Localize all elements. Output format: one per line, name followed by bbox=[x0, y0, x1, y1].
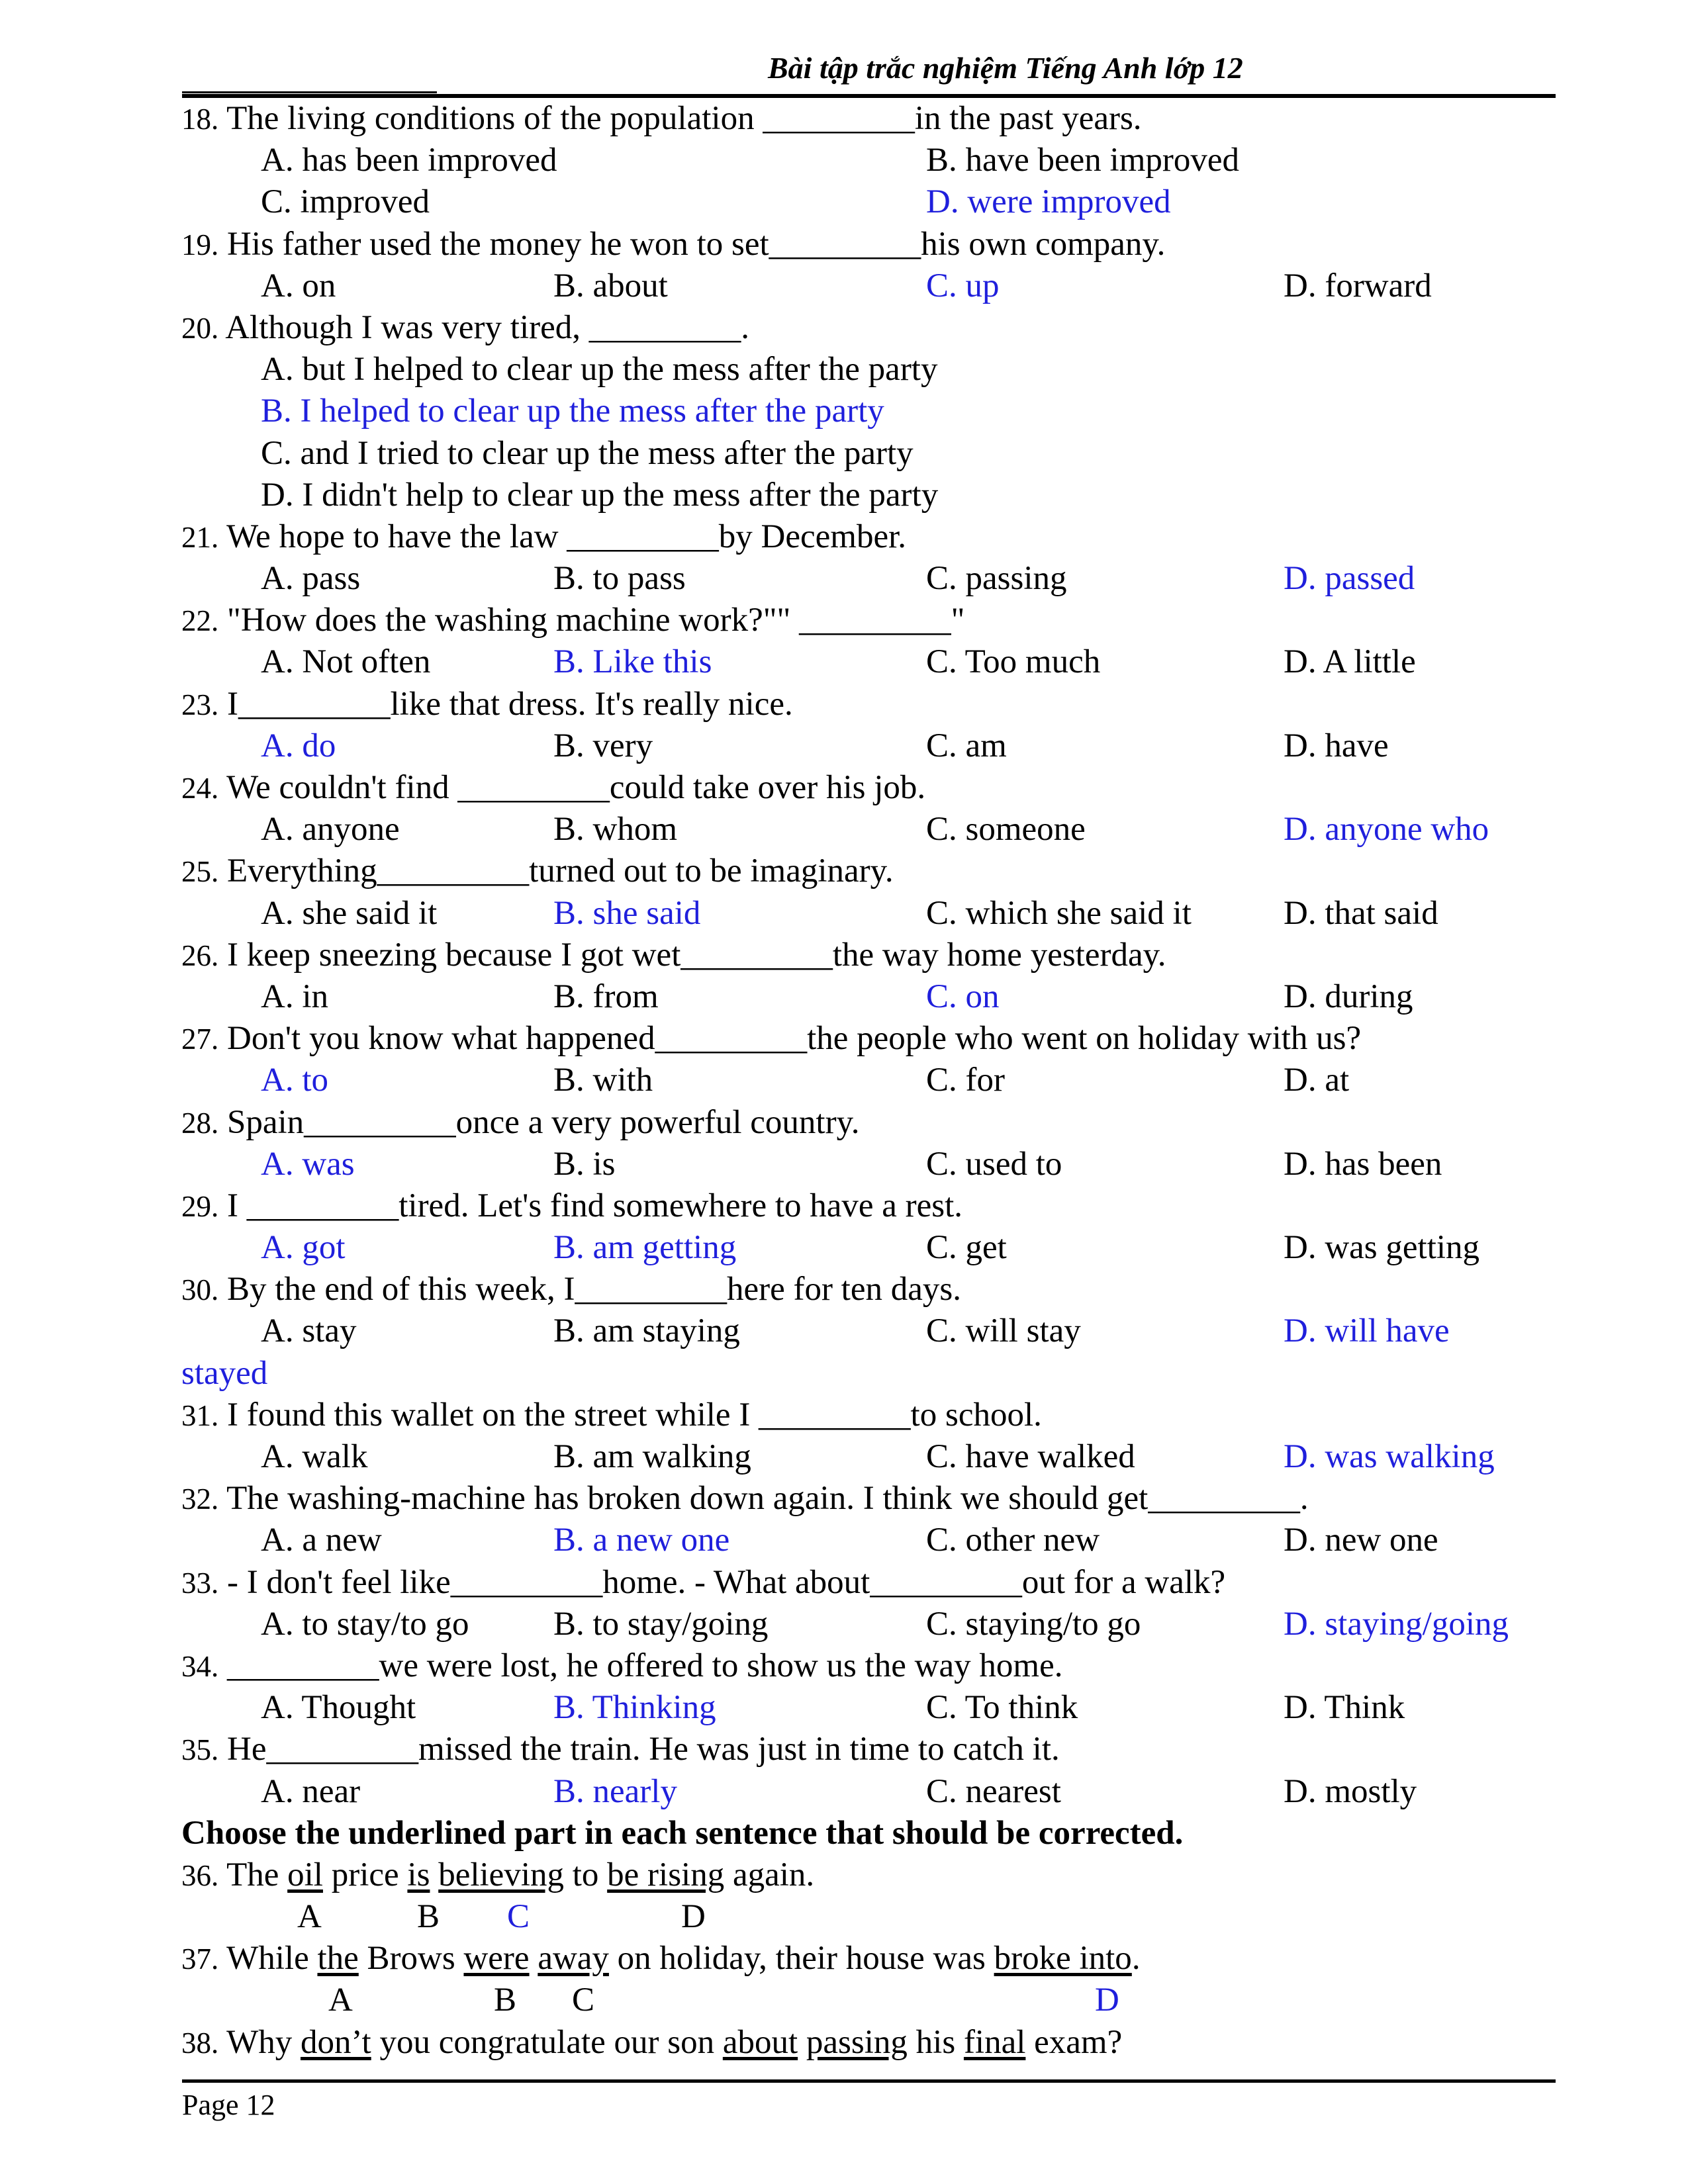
question-26: 26. I keep sneezing because I got wet_________the way home yesterday. bbox=[181, 936, 1166, 974]
option-c: C. other new bbox=[926, 1522, 1100, 1559]
option-c: C. will stay bbox=[926, 1312, 1081, 1350]
option-a: A. a new bbox=[261, 1522, 382, 1559]
option-c: C. which she said it bbox=[926, 894, 1192, 932]
option-a: A. has been improved bbox=[261, 142, 557, 179]
option-d-answer: D. staying/going bbox=[1284, 1605, 1509, 1643]
question-text: We couldn't find _________could take over his job. bbox=[226, 769, 926, 806]
question-text: The living conditions of the population _________in the past years. bbox=[226, 100, 1142, 137]
question-37: 37. While the Brows were away on holiday, their house was broke into. bbox=[181, 1940, 1141, 1978]
question-24: 24. We couldn't find _________could take over his job. bbox=[181, 769, 926, 806]
section-heading: Choose the underlined part in each sentence that should be corrected. bbox=[181, 1814, 1184, 1852]
option-a: A. stay bbox=[261, 1312, 357, 1350]
option-a-answer: A. was bbox=[261, 1145, 355, 1183]
question-text: I keep sneezing because I got wet_________the way home yesterday. bbox=[227, 936, 1166, 974]
sentence-part: Why bbox=[226, 2023, 301, 2061]
question-text: Spain_________once a very powerful country. bbox=[227, 1103, 860, 1141]
option-c: C. have walked bbox=[926, 1438, 1135, 1475]
sentence-part bbox=[798, 2024, 806, 2061]
underlined-part-d: be rising bbox=[607, 1856, 725, 1893]
question-25: 25. Everything_________turned out to be imaginary. bbox=[181, 852, 894, 890]
question-33: 33. - I don't feel like_________home. - What about_________out for a walk? bbox=[181, 1563, 1226, 1601]
option-d-answer: D. will have bbox=[1284, 1312, 1450, 1350]
letter-d-answer: D bbox=[1095, 1981, 1119, 2019]
letter-b: B bbox=[494, 1981, 517, 2019]
option-a: A. near bbox=[261, 1772, 361, 1810]
underlined-part-c: believing bbox=[438, 1856, 564, 1893]
option-b-answer: B. she said bbox=[553, 894, 701, 932]
option-b-answer: B. Thinking bbox=[553, 1689, 716, 1727]
option-a: A. Thought bbox=[261, 1689, 416, 1727]
letter-d: D bbox=[681, 1898, 706, 1936]
letters-row bbox=[181, 1896, 1571, 1938]
option-c: C. To think bbox=[926, 1689, 1078, 1727]
question-text: Don't you know what happened_________the people who went on holiday with us? bbox=[227, 1020, 1362, 1058]
letter-a: A bbox=[328, 1981, 353, 2019]
option-c: C. staying/to go bbox=[926, 1605, 1141, 1643]
option-d-answer: D. were improved bbox=[926, 183, 1171, 221]
question-36: 36. The oil price is believing to be rising again. bbox=[181, 1856, 815, 1893]
option-d: D. have bbox=[1284, 727, 1389, 764]
option-d: D. mostly bbox=[1284, 1772, 1417, 1810]
option-b: B. have been improved bbox=[926, 142, 1240, 179]
option-d: D. Think bbox=[1284, 1689, 1405, 1727]
option-b-answer: B. a new one bbox=[553, 1522, 730, 1559]
sentence-part: on holiday, their house was bbox=[608, 1940, 994, 1978]
underlined-part-c: passing bbox=[806, 2023, 908, 2061]
option-b-answer: B. I helped to clear up the mess after the party bbox=[261, 392, 884, 430]
option-a: A. she said it bbox=[261, 894, 438, 932]
options-row bbox=[181, 1687, 1571, 1729]
option-a: A. anyone bbox=[261, 811, 400, 848]
underlined-part-a: the bbox=[317, 1940, 359, 1978]
options-row bbox=[181, 893, 1571, 934]
option-c: C. passing bbox=[926, 560, 1067, 598]
option-c: C. am bbox=[926, 727, 1007, 764]
letter-b: B bbox=[417, 1898, 440, 1936]
options-row bbox=[181, 140, 1571, 181]
sentence-part: price bbox=[322, 1856, 408, 1893]
options-row bbox=[181, 265, 1571, 307]
question-text: Although I was very tired, _________. bbox=[225, 308, 749, 346]
question-34: 34. _________we were lost, he offered to show us the way home. bbox=[181, 1647, 1063, 1684]
question-text: I_________like that dress. It's really nice. bbox=[227, 685, 793, 723]
option-d: D. forward bbox=[1284, 267, 1432, 304]
option-c: C. Too much bbox=[926, 643, 1101, 681]
option-b: B. about bbox=[553, 267, 668, 304]
sentence-part: . bbox=[1131, 1940, 1141, 1978]
option-a: A. but I helped to clear up the mess after the party bbox=[261, 351, 938, 388]
sentence-part bbox=[530, 1940, 538, 1977]
sentence-part: The bbox=[226, 1856, 288, 1893]
question-text: We hope to have the law _________by December. bbox=[226, 518, 907, 555]
option-c: C. get bbox=[926, 1229, 1007, 1267]
question-23: 23. I_________like that dress. It's really nice. bbox=[181, 685, 793, 723]
option-b: B. from bbox=[553, 978, 659, 1015]
options-row bbox=[181, 1060, 1571, 1101]
option-a: A. to stay/to go bbox=[261, 1605, 469, 1643]
options-row bbox=[181, 725, 1571, 767]
option-b: B. very bbox=[553, 727, 653, 764]
option-a: A. pass bbox=[261, 560, 361, 598]
option-d-answer: D. was walking bbox=[1284, 1438, 1495, 1475]
options-row bbox=[181, 1144, 1571, 1185]
question-35: 35. He_________missed the train. He was just in time to catch it. bbox=[181, 1731, 1060, 1768]
options-row bbox=[181, 1520, 1571, 1561]
option-d: D. new one bbox=[1284, 1522, 1438, 1559]
option-d-wrap: stayed bbox=[181, 1354, 268, 1392]
question-19: 19. His father used the money he won to set_________his own company. bbox=[181, 225, 1166, 263]
option-a: A. on bbox=[261, 267, 336, 304]
question-text: His father used the money he won to set_________his own company. bbox=[227, 225, 1166, 263]
option-d-answer: D. passed bbox=[1284, 560, 1415, 598]
option-d-answer: D. anyone who bbox=[1284, 811, 1489, 848]
question-27: 27. Don't you know what happened_________the people who went on holiday with us? bbox=[181, 1020, 1362, 1058]
option-b: B. am staying bbox=[553, 1312, 740, 1350]
options-row bbox=[181, 1310, 1571, 1352]
option-c: C. nearest bbox=[926, 1772, 1061, 1810]
letter-c-answer: C bbox=[507, 1898, 530, 1936]
options-row bbox=[181, 1227, 1571, 1269]
footer-rule bbox=[182, 2079, 1556, 2083]
question-28: 28. Spain_________once a very powerful country. bbox=[181, 1103, 860, 1141]
options-row bbox=[181, 641, 1571, 683]
option-b: B. to pass bbox=[553, 560, 686, 598]
sentence-part: exam? bbox=[1025, 2023, 1123, 2061]
option-d: D. was getting bbox=[1284, 1229, 1480, 1267]
option-d: D. A little bbox=[1284, 643, 1416, 681]
option-c: C. someone bbox=[926, 811, 1086, 848]
letter-c: C bbox=[572, 1981, 595, 2019]
question-32: 32. The washing-machine has broken down again. I think we should get_________. bbox=[181, 1480, 1309, 1518]
option-b-answer: B. Like this bbox=[553, 643, 712, 681]
question-text: - I don't feel like_________home. - What about_________out for a walk? bbox=[227, 1563, 1226, 1601]
question-text: By the end of this week, I_________here for ten days. bbox=[227, 1271, 961, 1308]
option-c-answer: C. up bbox=[926, 267, 1000, 304]
question-20: 20. Although I was very tired, _________. bbox=[181, 308, 749, 346]
underlined-part-d: final bbox=[963, 2023, 1026, 2061]
underlined-part-b: is bbox=[407, 1856, 430, 1893]
question-22: 22. "How does the washing machine work?"" _________" bbox=[181, 602, 965, 639]
question-text: I found this wallet on the street while I _________to school. bbox=[227, 1396, 1042, 1433]
question-text: The washing-machine has broken down again. I think we should get_________. bbox=[226, 1480, 1309, 1518]
option-c: C. and I tried to clear up the mess after the party bbox=[261, 434, 914, 472]
option-b-answer: B. am getting bbox=[553, 1229, 737, 1267]
option-c: C. used to bbox=[926, 1145, 1062, 1183]
sentence-part: you congratulate our son bbox=[371, 2023, 723, 2061]
option-d: D. I didn't help to clear up the mess after the party bbox=[261, 476, 939, 514]
question-38: 38. Why don’t you congratulate our son about passing his final exam? bbox=[181, 2023, 1123, 2061]
option-b: B. is bbox=[553, 1145, 616, 1183]
sentence-part bbox=[430, 1856, 438, 1893]
question-text: Everything_________turned out to be imaginary. bbox=[227, 852, 894, 890]
letters-row bbox=[181, 1979, 1571, 2021]
option-b: B. am walking bbox=[553, 1438, 751, 1475]
option-c-answer: C. on bbox=[926, 978, 1000, 1015]
question-21: 21. We hope to have the law _________by December. bbox=[181, 518, 907, 555]
page-number: Page 12 bbox=[182, 2089, 275, 2121]
option-a: A. walk bbox=[261, 1438, 368, 1475]
underlined-part-a: oil bbox=[287, 1856, 323, 1893]
option-d: D. has been bbox=[1284, 1145, 1442, 1183]
options-row bbox=[181, 976, 1571, 1018]
sentence-part: While bbox=[226, 1940, 318, 1978]
option-d: D. at bbox=[1284, 1062, 1350, 1099]
question-30: 30. By the end of this week, I_________here for ten days. bbox=[181, 1271, 961, 1308]
options-row bbox=[181, 181, 1571, 223]
option-a: A. in bbox=[261, 978, 328, 1015]
options-row bbox=[181, 1604, 1571, 1645]
options-row bbox=[181, 1436, 1571, 1478]
options-row bbox=[181, 809, 1571, 850]
option-d: D. during bbox=[1284, 978, 1413, 1015]
option-c: C. for bbox=[926, 1062, 1005, 1099]
option-b: B. with bbox=[553, 1062, 653, 1099]
options-row bbox=[181, 558, 1571, 600]
question-29: 29. I _________tired. Let's find somewhere to have a rest. bbox=[181, 1187, 963, 1224]
header-title: Bài tập trắc nghiệm Tiếng Anh lớp 12 bbox=[768, 51, 1243, 85]
question-31: 31. I found this wallet on the street while I _________to school. bbox=[181, 1396, 1042, 1433]
option-a-answer: A. got bbox=[261, 1229, 346, 1267]
question-text: I _________tired. Let's find somewhere to have a rest. bbox=[227, 1187, 963, 1224]
option-b-answer: B. nearly bbox=[553, 1772, 677, 1810]
option-d: D. that said bbox=[1284, 894, 1438, 932]
underlined-part-a: don’t bbox=[300, 2023, 371, 2061]
sentence-part: his bbox=[907, 2023, 964, 2061]
option-c: C. improved bbox=[261, 183, 430, 221]
option-a-answer: A. do bbox=[261, 727, 336, 764]
underlined-part-d: broke into bbox=[994, 1940, 1132, 1978]
question-18: 18. The living conditions of the population _________in the past years. bbox=[181, 100, 1142, 137]
sentence-part: Brows bbox=[358, 1940, 464, 1978]
question-text: "How does the washing machine work?"" _________" bbox=[227, 602, 965, 639]
option-a: A. Not often bbox=[261, 643, 431, 681]
underlined-part-b: about bbox=[722, 2023, 798, 2061]
letter-a: A bbox=[297, 1898, 322, 1936]
question-text: _________we were lost, he offered to show us the way home. bbox=[227, 1647, 1063, 1684]
underlined-part-b: were bbox=[463, 1940, 530, 1978]
option-b: B. to stay/going bbox=[553, 1605, 769, 1643]
question-text: He_________missed the train. He was just in time to catch it. bbox=[227, 1731, 1060, 1768]
underlined-part-c: away bbox=[538, 1940, 609, 1978]
sentence-part: again. bbox=[724, 1856, 815, 1893]
option-a-answer: A. to bbox=[261, 1062, 328, 1099]
content bbox=[181, 98, 1571, 2064]
option-b: B. whom bbox=[553, 811, 678, 848]
sentence-part: to bbox=[563, 1856, 608, 1893]
options-row bbox=[181, 1771, 1571, 1813]
header-short-rule bbox=[182, 91, 437, 93]
